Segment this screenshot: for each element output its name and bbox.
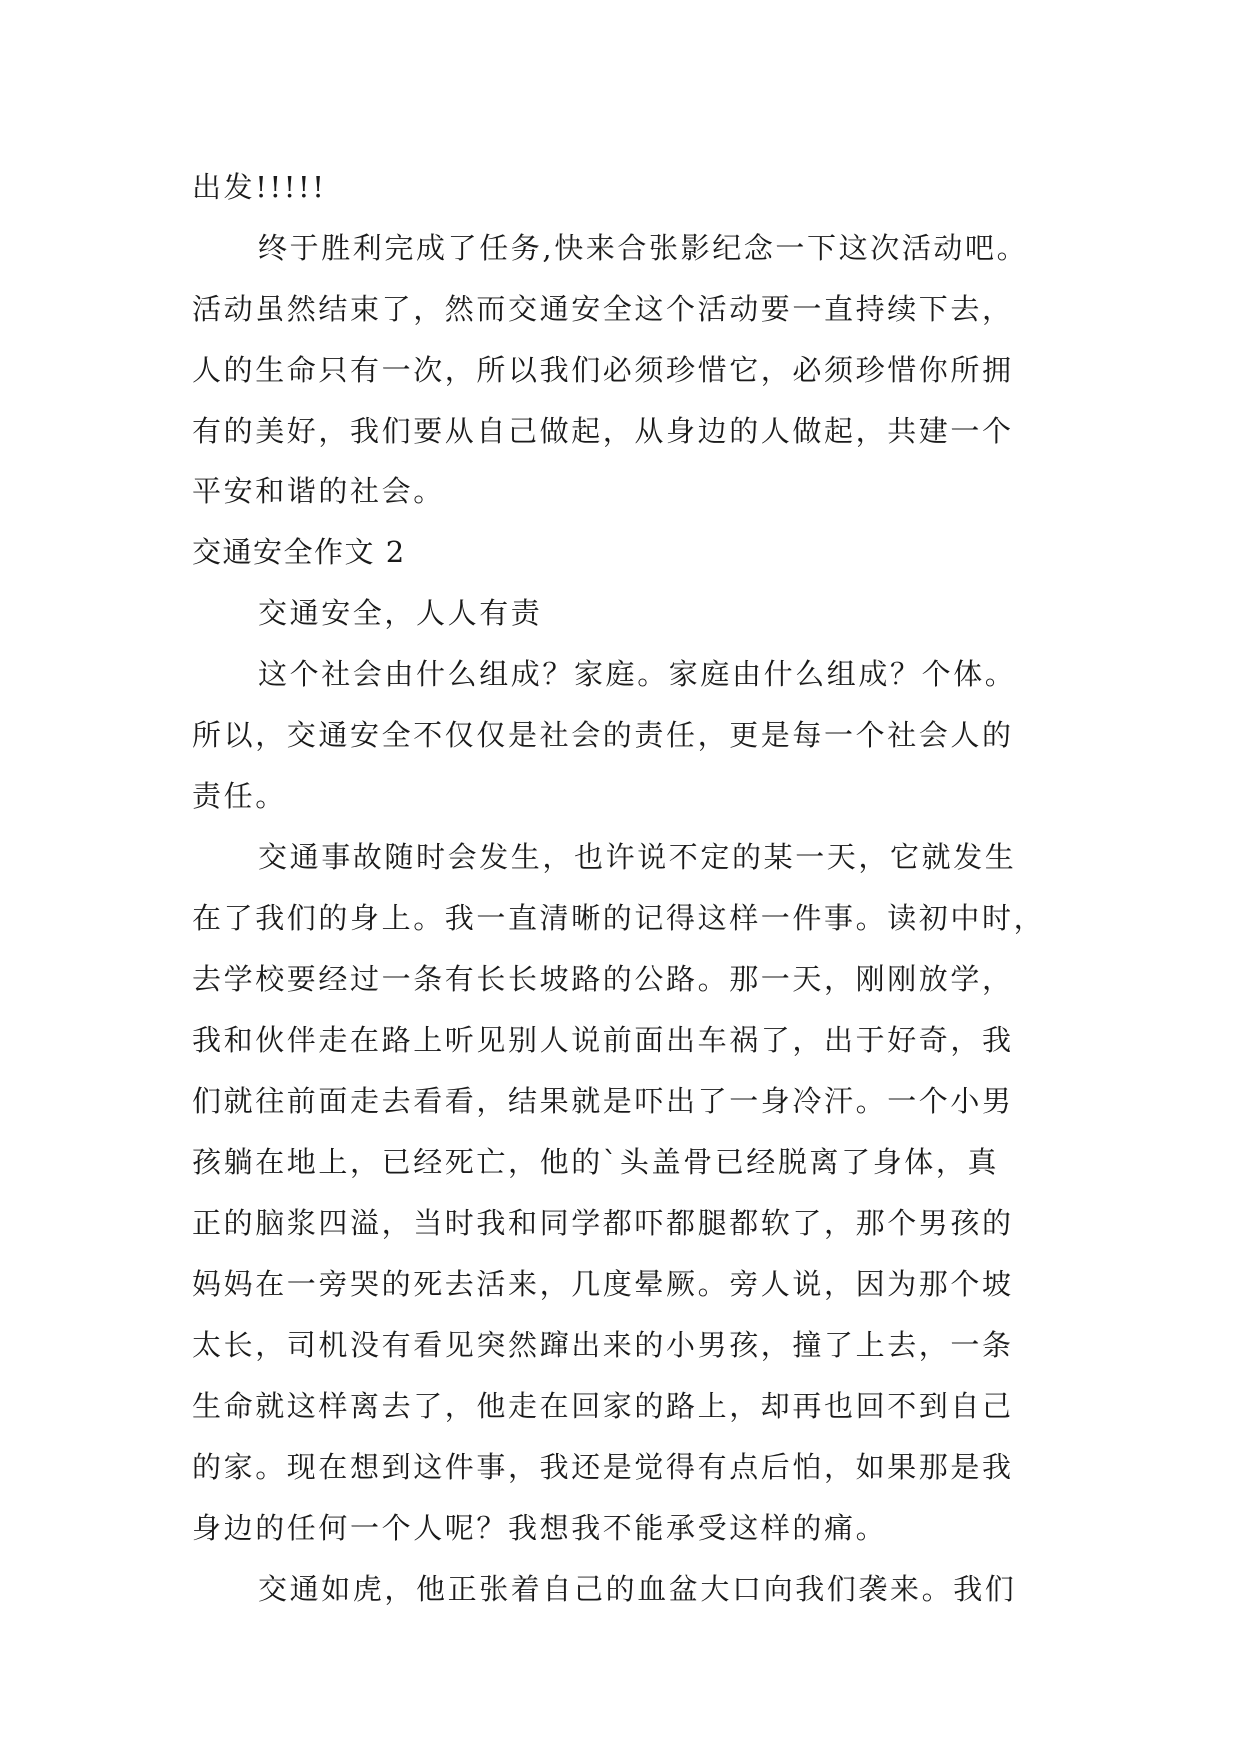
text-line: 妈妈在一旁哭的死去活来，几度晕厥。旁人说，因为那个坡 xyxy=(192,1267,1014,1301)
text-line: 终于胜利完成了任务,快来合张影纪念一下这次活动吧。 xyxy=(258,231,1029,265)
text-line: 活动虽然结束了，然而交通安全这个活动要一直持续下去， xyxy=(192,292,1014,326)
text-line: 有的美好，我们要从自己做起，从身边的人做起，共建一个 xyxy=(192,414,1014,448)
text-line: 太长，司机没有看见突然蹿出来的小男孩，撞了上去，一条 xyxy=(192,1328,1014,1362)
text-line: 身边的任何一个人呢？我想我不能承受这样的痛。 xyxy=(192,1511,888,1545)
text-line: 生命就这样离去了，他走在回家的路上，却再也回不到自己 xyxy=(192,1389,1014,1423)
text-line: 我和伙伴走在路上听见别人说前面出车祸了，出于好奇，我 xyxy=(192,1023,1014,1057)
section-heading: 交通安全作文 2 xyxy=(192,535,406,569)
text-line: 平安和谐的社会。 xyxy=(192,474,445,508)
text-line: 正的脑浆四溢，当时我和同学都吓都腿都软了，那个男孩的 xyxy=(192,1206,1014,1240)
text-line: 责任。 xyxy=(192,779,287,813)
text-line: 去学校要经过一条有长长坡路的公路。那一天，刚刚放学， xyxy=(192,962,1014,996)
text-line: 这个社会由什么组成？家庭。家庭由什么组成？个体。 xyxy=(258,657,1017,691)
text-line: 们就往前面走去看看，结果就是吓出了一身冷汗。一个小男 xyxy=(192,1084,1014,1118)
text-line: 在了我们的身上。我一直清晰的记得这样一件事。读初中时， xyxy=(192,901,1046,935)
text-line: 所以，交通安全不仅仅是社会的责任，更是每一个社会人的 xyxy=(192,718,1014,752)
text-line: 交通如虎，他正张着自己的血盆大口向我们袭来。我们 xyxy=(258,1572,1017,1606)
text-line: 人的生命只有一次，所以我们必须珍惜它，必须珍惜你所拥 xyxy=(192,353,1014,387)
text-line: 出发!!!!! xyxy=(192,170,327,204)
text-line: 的家。现在想到这件事，我还是觉得有点后怕，如果那是我 xyxy=(192,1450,1014,1484)
text-line: 交通事故随时会发生，也许说不定的某一天，它就发生 xyxy=(258,840,1017,874)
text-line: 孩躺在地上，已经死亡，他的`头盖骨已经脱离了身体，真 xyxy=(192,1145,1000,1179)
essay-title: 交通安全，人人有责 xyxy=(258,596,543,630)
